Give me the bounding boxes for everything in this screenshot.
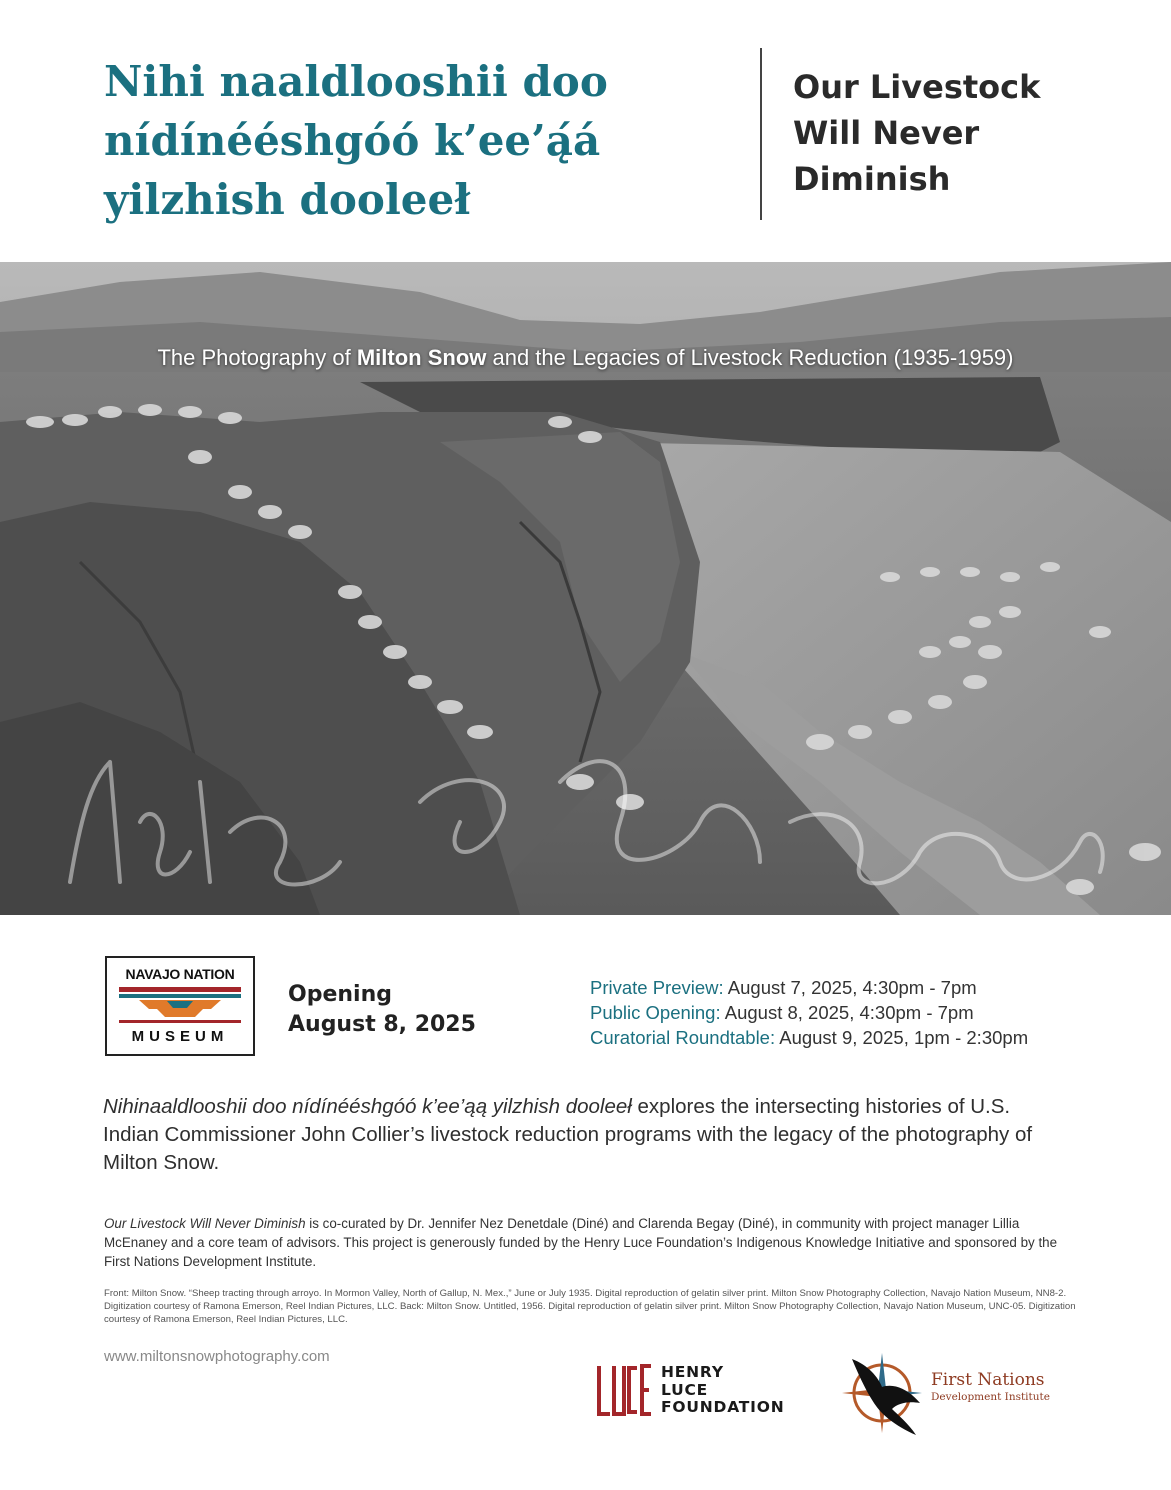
museum-logo-top-text: NAVAJO NATION bbox=[125, 966, 235, 982]
description-title: Nihinaaldlooshii doo nídínééshgóó k’ee’ąą yilzhish dooleeł bbox=[103, 1095, 632, 1118]
title-english-line-1: Our Livestock bbox=[793, 68, 1041, 106]
description-text: explores the intersecting histories of U.S. Indian Commissioner John Collier’s livestock reduction programs with the legacy of the photography of Milton Snow. bbox=[103, 1095, 1033, 1174]
schedule-label: Private Preview: bbox=[590, 977, 724, 998]
museum-logo-bottom-text: MUSEUM bbox=[131, 1028, 229, 1045]
opening-label: Opening bbox=[288, 982, 392, 1007]
credits-title: Our Livestock Will Never Diminish bbox=[104, 1216, 306, 1231]
schedule-value: August 8, 2025, 4:30pm - 7pm bbox=[720, 1002, 974, 1023]
opening-info bbox=[288, 980, 476, 1040]
title-english-line-2: Will Never bbox=[793, 114, 980, 152]
photo-credits: Front: Milton Snow. “Sheep tracting through arroyo. In Mormon Valley, North of Gallup, N. Mex.,” June or July 1935. Digital reproduction of gelatin silver print. Milton Snow Photography Collection, Navajo Nation Museum, NN8-2. Digitization courtesy of Ramona Emerson, Reel Indian Pictures, LLC. Back: Milton Snow. Untitled, 1956. Digital reproduction of gelatin silver print. Milton Snow Photography Collection, Navajo Nation Museum, UNC-05. Digitization courtesy of Ramona Emerson, Reel Indian Pictures, LLC. bbox=[104, 1288, 1076, 1325]
schedule-label: Public Opening: bbox=[590, 1002, 721, 1023]
subtitle-prefix: The Photography of bbox=[157, 345, 357, 370]
schedule-row-public-opening bbox=[590, 1000, 1028, 1025]
luce-line-1: HENRY bbox=[661, 1363, 724, 1381]
navajo-nation-museum-logo bbox=[105, 956, 255, 1056]
title-navajo bbox=[104, 52, 734, 229]
curatorial-credits bbox=[104, 1214, 1064, 1271]
first-nations-subtitle: Development Institute bbox=[931, 1391, 1050, 1403]
subtitle-suffix: and the Legacies of Livestock Reduction (1935-1959) bbox=[486, 345, 1014, 370]
credits-text: is co-curated by Dr. Jennifer Nez Denetdale (Diné) and Clarenda Begay (Diné), in community with project manager Lillia McEnaney and a core team of advisors. This project is generously funded by the Henry Luce Foundation’s Indigenous Knowledge Initiative and sponsored by the First Nations Development Institute. bbox=[104, 1216, 1058, 1269]
title-navajo-line-1: Nihi naaldlooshii doo bbox=[104, 57, 608, 106]
henry-luce-foundation-logo bbox=[596, 1362, 811, 1418]
schedule-label: Curatorial Roundtable: bbox=[590, 1027, 776, 1048]
schedule-row-private-preview bbox=[590, 975, 1028, 1000]
header bbox=[0, 0, 1171, 262]
title-navajo-line-3: yilzhish dooleeł bbox=[104, 175, 471, 224]
luce-line-3: FOUNDATION bbox=[661, 1398, 785, 1416]
first-nations-logo bbox=[838, 1343, 1078, 1443]
luce-mark-icon bbox=[596, 1362, 654, 1418]
schedule-row-curatorial-roundtable bbox=[590, 1025, 1028, 1050]
schedule-value: August 9, 2025, 1pm - 2:30pm bbox=[775, 1027, 1029, 1048]
opening-date: August 8, 2025 bbox=[288, 1012, 476, 1037]
title-navajo-line-2: nídínééshgóó k’ee’ą́á bbox=[104, 116, 601, 165]
subtitle-photographer: Milton Snow bbox=[356, 345, 487, 370]
title-divider bbox=[760, 48, 762, 220]
title-english bbox=[793, 64, 1123, 202]
luce-line-2: LUCE bbox=[661, 1380, 709, 1399]
title-english-line-3: Diminish bbox=[793, 160, 951, 198]
schedule-value: August 7, 2025, 4:30pm - 7pm bbox=[723, 977, 977, 998]
website-url[interactable]: www.miltonsnowphotography.com bbox=[104, 1348, 330, 1365]
museum-logo-emblem-icon bbox=[119, 985, 241, 1025]
event-schedule bbox=[590, 975, 1028, 1050]
luce-wordmark bbox=[661, 1364, 784, 1417]
exhibition-description bbox=[103, 1093, 1063, 1177]
eagle-compass-icon bbox=[838, 1343, 930, 1439]
first-nations-title: First Nations bbox=[931, 1370, 1045, 1390]
exhibition-subtitle bbox=[0, 345, 1171, 371]
